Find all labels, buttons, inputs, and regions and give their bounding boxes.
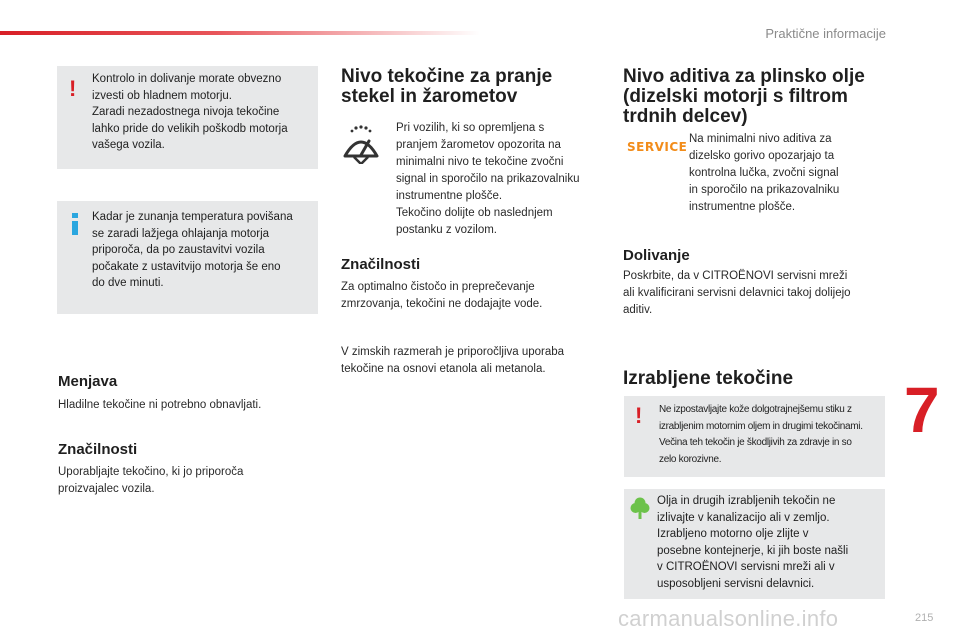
diesel-additive-intro: Na minimalni nivo aditiva za dizelsko gorivo opozarjajo ta kontrolna lučka, zvočni signal in sporočilo na prikazovalniku instrumentne plošče. [689,133,840,213]
info-box [57,201,318,314]
chapter-number: 7 [904,374,940,446]
used-fluids-warning-box [624,396,885,477]
environment-box [624,489,885,599]
diesel-additive-heading: Nivo aditiva za plinsko olje (dizelski motorji s filtrom trdnih delcev) [623,66,865,127]
middle-znacilnosti-heading: Značilnosti [341,256,421,273]
dolivanje-heading: Dolivanje [623,247,690,264]
warning-icon: ! [635,403,643,428]
service-warning-icon: SERVICE [627,140,688,154]
warning-text: Kontrolo in dolivanje morate obvezno izvesti ob hladnem motorju. Zaradi nezadostnega nivoja tekočine lahko pride do velikih poškodb motorja vašega vozila. [92,73,288,151]
header-accent-bar [0,31,480,35]
watermark: carmanualsonline.info [618,606,839,631]
washer-fluid-heading: Nivo tekočine za pranje stekel in žarometov [341,66,553,107]
tree-icon [630,497,650,519]
warning-icon: ! [69,76,77,101]
menjava-text: Hladilne tekočine ni potrebno obnavljati. [58,399,262,411]
info-text: Kadar je zunanja temperatura povišana se zaradi lažjega ohlajanja motorja priporoča, da po zaustavitvi vozila počakate z ustavitvijo motorja še eno do dve minuti. [92,211,293,289]
section-title: Praktične informacije [765,26,886,41]
page-number: 215 [915,612,934,624]
used-fluids-warning-text: Ne izpostavljajte kože dolgotrajnejšemu stiku z izrabljenim motornim oljem in drugimi tekočinami. Večina teh tekočin je škodljivih za zdravje in so zelo korozivne. [659,404,863,465]
warning-box [57,66,318,169]
washer-fluid-intro: Pri vozilih, ki so opremljena s pranjem žarometov opozorita na minimalni nivo te tekočine zvočni signal in sporočilo na prikazovalniku instrumentne plošče. Tekočino dolijte ob naslednjem postanku z vozilom. [396,122,580,236]
washer-fluid-icon [340,124,382,164]
environment-text: Olja in drugih izrabljenih tekočin ne izlivajte v kanalizacijo ali v zemljo. Izrabljeno motorno olje zlijte v posebne kontejnerje, ki jih boste našli v CITROËNOVI servisni mreži ali v usposobljeni servisni delavnici. [657,495,849,590]
dolivanje-text: Poskrbite, da v CITROËNOVI servisni mreži ali kvalificirani servisni delavnici takoj dolijejo aditiv. [623,270,851,316]
menjava-heading: Menjava [58,373,118,390]
left-znacilnosti-text: Uporabljajte tekočino, ki jo priporoča proizvajalec vozila. [58,466,244,495]
middle-znacilnosti-text: Za optimalno čistočo in preprečevanje zmrzovanja, tekočini ne dodajajte vode. [341,281,543,310]
left-znacilnosti-heading: Značilnosti [58,441,138,458]
winter-note: V zimskih razmerah je priporočljiva uporaba tekočine na osnovi etanola ali metanola. [341,346,565,375]
used-fluids-heading: Izrabljene tekočine [623,368,794,389]
